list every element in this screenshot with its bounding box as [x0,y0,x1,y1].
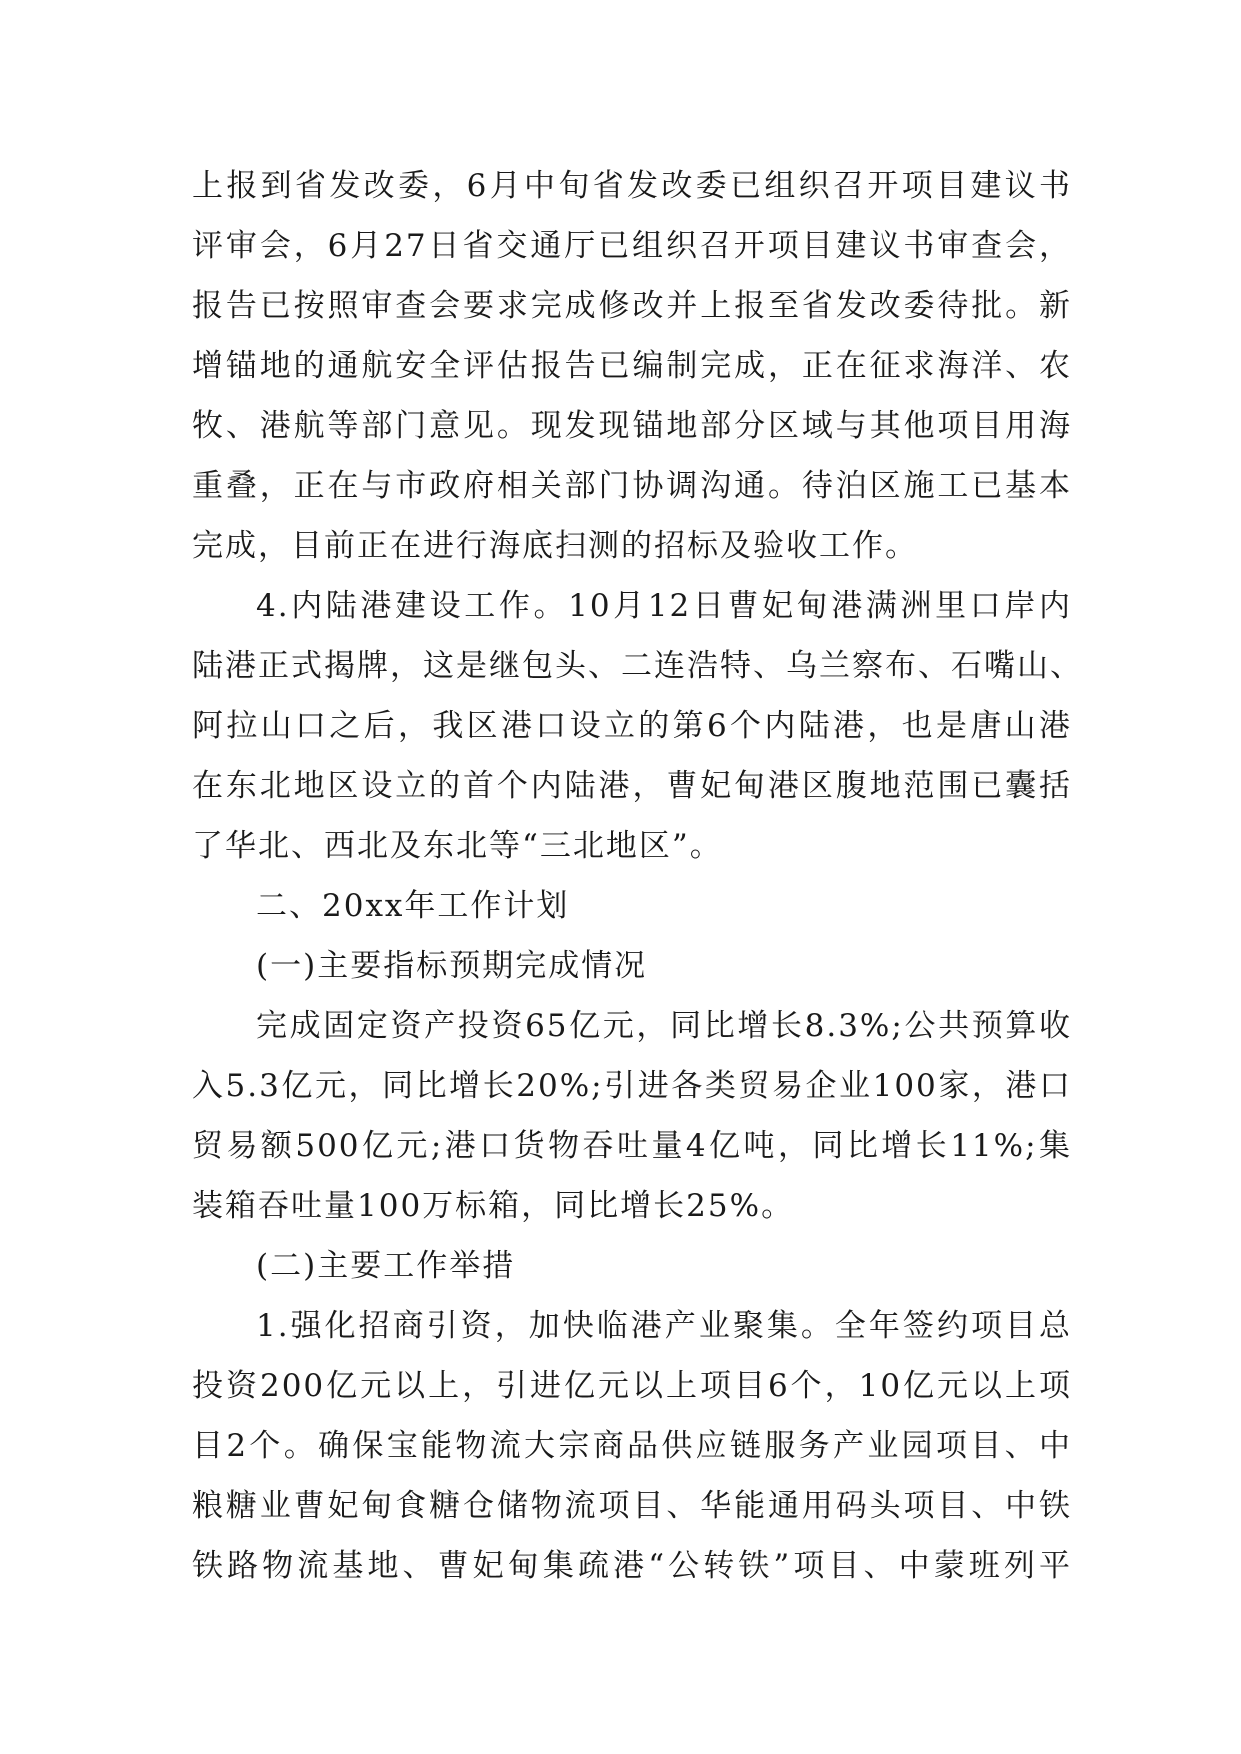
text-line: 完成，目前正在进行海底扫测的招标及验收工作。 [192,528,918,564]
text-line: 重叠，正在与市政府相关部门协调沟通。待泊区施工已基本 [192,468,1072,504]
text-line: (二)主要工作举措 [256,1248,516,1284]
text-line: 4.内陆港建设工作。10月12日曹妃甸港满洲里口岸内 [256,588,1072,624]
text-line: 装箱吞吐量100万标箱，同比增长25%。 [192,1188,795,1224]
text-line: 上报到省发改委，6月中旬省发改委已组织召开项目建议书 [192,168,1072,204]
text-line: 粮糖业曹妃甸食糖仓储物流项目、华能通用码头项目、中铁 [192,1488,1072,1524]
text-line: (一)主要指标预期完成情况 [256,948,648,984]
text-line: 完成固定资产投资65亿元，同比增长8.3%;公共预算收 [256,1008,1072,1044]
text-line: 牧、港航等部门意见。现发现锚地部分区域与其他项目用海 [192,408,1072,444]
text-line: 贸易额500亿元;港口货物吞吐量4亿吨，同比增长11%;集 [192,1128,1072,1164]
text-line: 1.强化招商引资，加快临港产业聚集。全年签约项目总 [256,1308,1072,1344]
text-line: 投资200亿元以上，引进亿元以上项目6个，10亿元以上项 [192,1368,1072,1404]
text-line: 陆港正式揭牌，这是继包头、二连浩特、乌兰察布、石嘴山、 [192,648,1083,684]
text-line: 阿拉山口之后，我区港口设立的第6个内陆港，也是唐山港 [192,708,1072,744]
text-line: 铁路物流基地、曹妃甸集疏港“公转铁”项目、中蒙班列平 [192,1548,1072,1584]
text-line: 在东北地区设立的首个内陆港，曹妃甸港区腹地范围已囊括 [192,768,1072,804]
text-line: 评审会，6月27日省交通厅已组织召开项目建议书审查会， [192,228,1072,264]
text-line: 目2个。确保宝能物流大宗商品供应链服务产业园项目、中 [192,1428,1072,1464]
text-line: 入5.3亿元，同比增长20%;引进各类贸易企业100家，港口 [192,1068,1072,1104]
document-body [192,156,1083,1596]
text-line: 二、20xx年工作计划 [256,888,570,924]
text-line: 报告已按照审查会要求完成修改并上报至省发改委待批。新 [192,288,1072,324]
text-line: 了华北、西北及东北等“三北地区”。 [192,828,723,864]
text-line: 增锚地的通航安全评估报告已编制完成，正在征求海洋、农 [192,348,1072,384]
